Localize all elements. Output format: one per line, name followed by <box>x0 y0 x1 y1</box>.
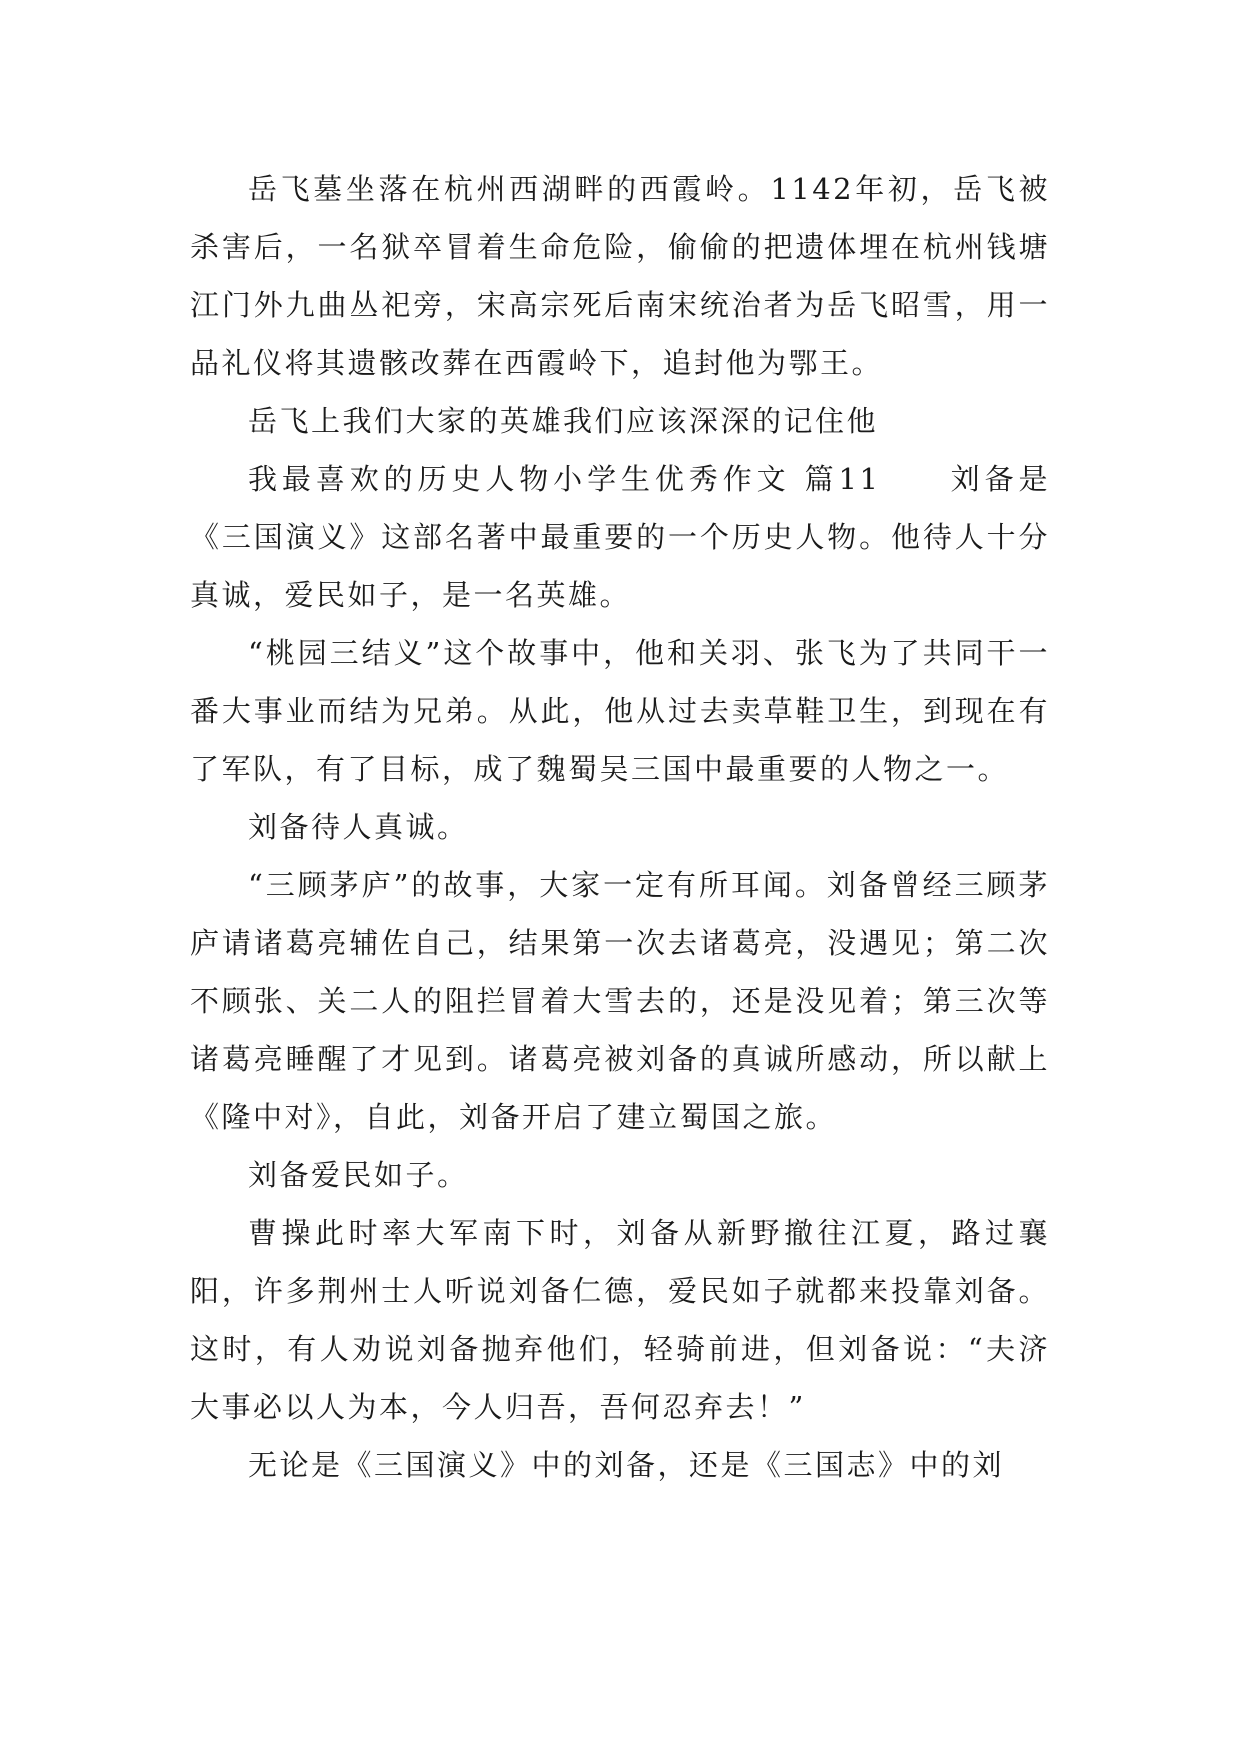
paragraph-yue-fei-tomb: 岳飞墓坐落在杭州西湖畔的西霞岭。1142年初，岳飞被杀害后，一名狱卒冒着生命危险，偷偷的把遗体埋在杭州钱塘江门外九曲丛祀旁，宋高宗死后南宋统治者为岳飞昭雪，用一品礼仪将其遗骸改葬在西霞岭下，追封他为鄂王。 <box>190 172 1050 380</box>
paragraph-peach-garden: “桃园三结义”这个故事中，他和关羽、张飞为了共同干一番大事业而结为兄弟。从此，他从过去卖草鞋卫生，到现在有了军队，有了目标，成了魏蜀吴三国中最重要的人物之一。 <box>190 636 1050 786</box>
paragraph-loves-people-heading: 刘备爱民如子。 <box>248 1158 469 1192</box>
paragraph-three-visits: “三顾茅庐”的故事，大家一定有所耳闻。刘备曾经三顾茅庐请诸葛亮辅佐自己，结果第一次去诸葛亮，没遇见；第二次不顾张、关二人的阻拦冒着大雪去的，还是没见着；第三次等诸葛亮睡醒了才见到。诸葛亮被刘备的真诚所感动，所以献上《隆中对》，自此，刘备开启了建立蜀国之旅。 <box>190 868 1050 1134</box>
document-body <box>190 160 1050 1494</box>
paragraph-yue-fei-hero: 岳飞上我们大家的英雄我们应该深深的记住他 <box>248 404 879 438</box>
paragraph-sincere-heading: 刘备待人真诚。 <box>248 810 469 844</box>
paragraph-cao-cao-south: 曹操此时率大军南下时，刘备从新野撤往江夏，路过襄阳，许多荆州士人听说刘备仁德，爱民如子就都来投靠刘备。这时，有人劝说刘备抛弃他们，轻骑前进，但刘备说：“夫济大事必以人为本，今人归吾，吾何忍弃去！” <box>190 1216 1050 1424</box>
paragraph-conclusion: 无论是《三国演义》中的刘备，还是《三国志》中的刘 <box>248 1448 1005 1482</box>
paragraph-essay-11-intro: 我最喜欢的历史人物小学生优秀作文 篇11 刘备是《三国演义》这部名著中最重要的一个历史人物。他待人十分真诚，爱民如子，是一名英雄。 <box>190 462 1050 612</box>
